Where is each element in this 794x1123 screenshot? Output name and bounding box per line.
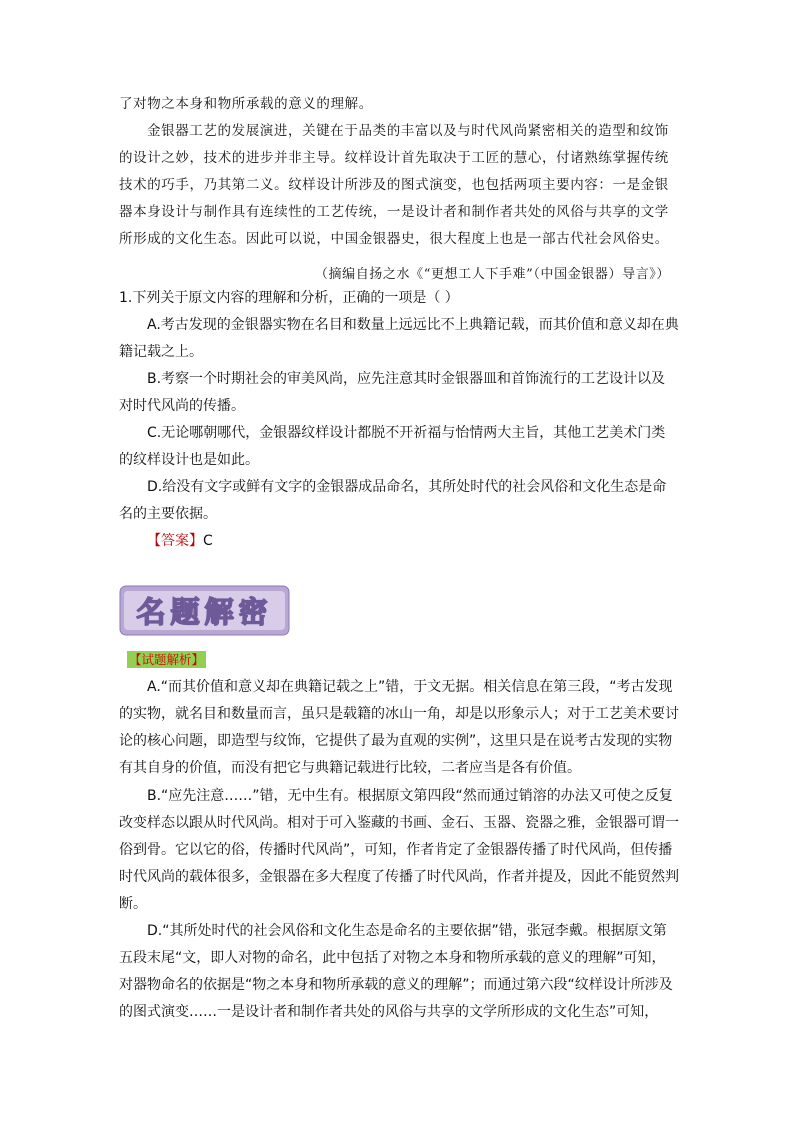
analysis-b-text: B.“应先注意……”错，无中生有。根据原文第四段“然而通过销溶的办法又可使之反复改变样态以跟从时代风尚。相对于可入鉴藏的书画、金石、玉器、瓷器之雅，金银器可谓一俗到骨。它以它的俗，传播时代风尚”，可知，作者肯定了金银器传播了时代风尚，但传播时代风尚的载体很多，金银器在多大程度了传播了时代风尚，作者并提及，因此不能贸然判断。 (119, 788, 679, 912)
question-stem-text: 1.下列关于原文内容的理解和分析，正确的一项是（ ） (119, 290, 459, 306)
analysis-b (119, 783, 679, 918)
analysis-d (119, 918, 679, 1026)
answer-value: C (203, 533, 213, 549)
passage-continuation: 了对物之本身和物所承载的意义的理解。 (119, 96, 373, 112)
banner-text: 名题解密 (136, 595, 273, 629)
option-c (119, 420, 679, 474)
passage-paragraph-text: 金银器工艺的发展演进，关键在于品类的丰富以及与时代风尚紧密相关的造型和纹饰的设计之妙，技术的进步并非主导。纹样设计首先取决于工匠的慧心，付诸熟练掌握传统技术的巧手，乃其第二义。纹样设计所涉及的图式演变，也包括两项主要内容：一是金银器本身设计与制作具有连续性的工艺传统，一是设计者和制作者共处的风俗与共享的文学所形成的文化生态。因此可以说，中国金银器史，很大程度上也是一部古代社会风俗史。 (119, 123, 669, 247)
question-stem (119, 285, 679, 312)
analysis-a-text: A.“而其价值和意义却在典籍记载之上”错，于文无据。相关信息在第三段，“考古发现的实物，就名目和数量而言，虽只是载籍的冰山一角，却是以形象示人；对于工艺美术要讨论的核心问题，即造型与纹饰，它提供了最为直观的实例”，这里只是在说考古发现的实物有其自身的价值，而没有把它与典籍记载进行比较，二者应当是各有价值。 (119, 679, 679, 776)
option-a-text: A.考古发现的金银器实物在名目和数量上远远比不上典籍记载，而其价值和意义却在典籍记载之上。 (119, 317, 679, 360)
answer-label: 【答案】 (147, 533, 203, 549)
passage-source: （摘编自扬之水《“更想工人下手难”（中国金银器）导言》） (314, 267, 670, 282)
answer-line (119, 528, 679, 555)
option-a (119, 312, 679, 366)
option-b (119, 366, 679, 420)
section-banner (119, 585, 290, 636)
option-d (119, 474, 679, 528)
passage-line (119, 91, 679, 118)
analysis-tag: 【试题解析】 (129, 652, 205, 667)
option-b-text: B.考察一个时期社会的审美风尚，应先注意其时金银器皿和首饰流行的工艺设计以及对时代风尚的传播。 (119, 371, 666, 414)
analysis-a (119, 674, 679, 782)
analysis-d-text: D.“其所处时代的社会风俗和文化生态是命名的主要依据”错，张冠李戴。根据原文第五段末尾“文，即人对物的命名，此中包括了对物之本身和物所承载的意义的理解”可知，对器物命名的依据是“物之本身和物所承载的意义的理解”；而通过第六段“纹样设计所涉及的图式演变……一是设计者和制作者共处的风俗与共享的文学所形成的文化生态”可知， (119, 923, 673, 1020)
option-c-text: C.无论哪朝哪代，金银器纹样设计都脱不开祈福与怡情两大主旨，其他工艺美术门类的纹样设计也是如此。 (119, 425, 666, 468)
passage-paragraph (119, 118, 679, 253)
option-d-text: D.给没有文字或鲜有文字的金银器成品命名，其所处时代的社会风俗和文化生态是命名的主要依据。 (119, 479, 667, 522)
